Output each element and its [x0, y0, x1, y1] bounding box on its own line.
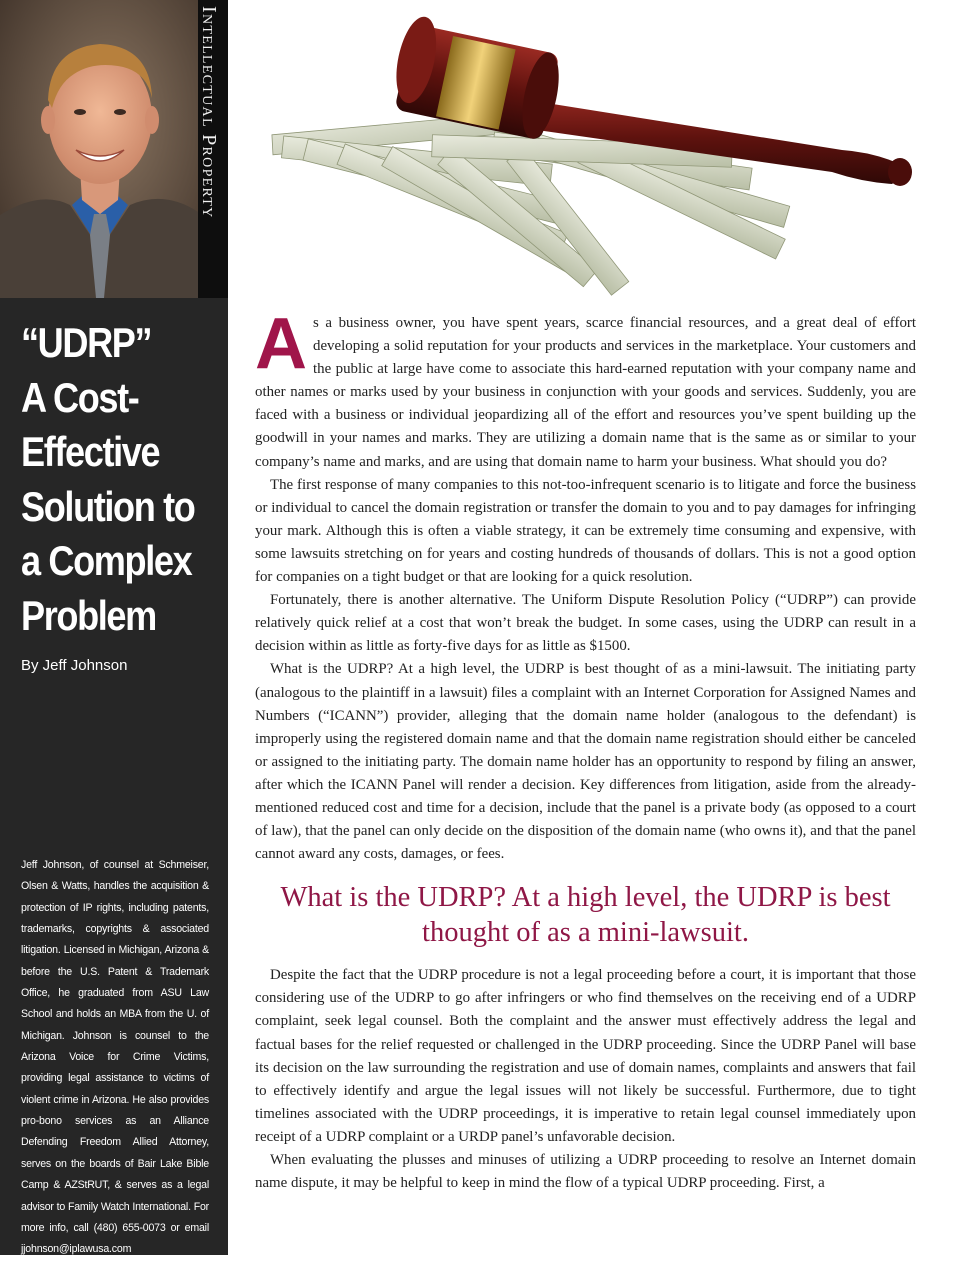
headline-line: A Cost- — [21, 373, 139, 421]
article-paragraph: When evaluating the plusses and minuses of utilizing a UDRP proceeding to resolve an Internet domain name dispute, it may be helpful to keep in mind the flow of a typical UDRP proceeding. First, a — [255, 1152, 916, 1192]
headline-line: Problem — [21, 591, 156, 639]
headline-line: “UDRP” — [21, 319, 152, 366]
section-label-text: Intellectual Property — [198, 6, 220, 219]
article-paragraph: Despite the fact that the UDRP procedure is not a legal proceeding before a court, it is important that those considering use of the UDRP to go after infringers or who find themselves on the receiving end of a UDRP complaint, seek legal counsel. Both the complaint and the answer must effectively address the legal and factual bases for the relief requested or challenged in the UDRP proceeding. Since the UDRP Panel will base its decision on the law surrounding the registration and use of domain names, complaints and answers that fail to effectively identify and argue the legal issues will not likely be successful. Furthermore, due to tight timelines associated with the UDRP proceedings, it is imperative to retain legal counsel immediately upon receipt of a UDRP complaint or a URDP panel’s unfavorable decision. — [255, 967, 916, 1145]
article-paragraph: What is the UDRP? At a high level, the UDRP is best thought of as a mini-lawsuit. The initiating party (analogous to the plaintiff in a lawsuit) files a complaint with an Internet Corporation for Assigned Names and Numbers (“ICANN”) provider, alleging that the domain name holder (analogous to the defendant) is improperly using the registered domain name and that the domain name registration should either be canceled or assigned to the initiating party. The domain name holder has an opportunity to respond by filing an answer, after which the ICANN Panel will render a decision. Key differences from litigation, aside from the already-mentioned reduced cost and time for a decision, include that the panel is a private body (as opposed to a court of law), that the panel can only decide on the disposition of the domain name (who owns it), and that the panel cannot award any costs, damages, or fees. — [255, 661, 916, 863]
article-paragraph: Fortunately, there is another alternative. The Uniform Dispute Resolution Policy (“UDRP”) can provide relatively quick relief at a cost that won’t break the budget. In some cases, using the UDRP can result in a decision within as little as forty-five days for as little as $1500. — [255, 592, 916, 655]
gavel-money-illustration — [232, 0, 960, 300]
author-bio: Jeff Johnson, of counsel at Schmeiser, Olsen & Watts, handles the acquisition & protection of IP rights, including patents, trademarks, copyrights & associated litigation. Licensed in Michigan, Arizona & before the U.S. Patent & Trademark Office, he graduated from ASU Law School and holds an MBA from the U. of Michigan. Johnson is counsel to the Arizona Voice for Crime Victims, providing legal assistance to victims of violent crime in Arizona. He also provides pro-bono services as an Alliance Defending Freedom Allied Attorney, serves on the boards of Bair Lake Bible Camp & AZStRUT, & serves as a legal advisor to Family Watch International. For more info, call (480) 655-0073 or email jjohnson@iplawusa.com — [21, 859, 209, 1256]
article-paragraph — [255, 304, 916, 474]
headline-line: a Complex — [21, 537, 192, 584]
article-body-continued — [255, 964, 916, 1195]
article-paragraph: The first response of many companies to this not-too-infrequent scenario is to litigate and force the business or individual to cancel the domain registration or transfer the domain to you and to pay damages for infringing your mark. Although this is often a viable strategy, it can be extremely time consuming and expensive, with some lawsuits stretching on for years and costing hundreds of thousands of dollars. This is not a good option for companies on a tight budget or that are looking for a quick resolution. — [255, 476, 916, 586]
headline-line: Solution to — [21, 482, 195, 530]
drop-cap: A — [255, 304, 307, 384]
byline: By Jeff Johnson — [21, 657, 128, 674]
article-headline — [21, 316, 226, 643]
article-body — [255, 304, 916, 1195]
sidebar — [0, 0, 228, 1255]
pull-quote: What is the UDRP? At a high level, the UDRP is best thought of as a mini-lawsuit. — [280, 882, 891, 949]
section-label-bar — [198, 0, 228, 298]
author-photo — [0, 0, 198, 298]
paragraph-text: s a business owner, you have spent years, scarce financial resources, and a great deal of effort developing a solid reputation for your products and services in the marketplace. Your customers and the public at large have come to associate this hard-earned reputation with your company name and other names or marks used by your business in conjunction with your goods and services. Suddenly, you are faced with a business or individual jeopardizing all of the effort and resources you’ve spent building up the goodwill in your names and marks. They are utilizing a domain name that is the same as or similar to your company’s name and marks, and are using that domain name to harm your business. What should you do? — [255, 315, 916, 470]
section-label — [198, 0, 228, 298]
headline-line: Effective — [21, 428, 160, 475]
